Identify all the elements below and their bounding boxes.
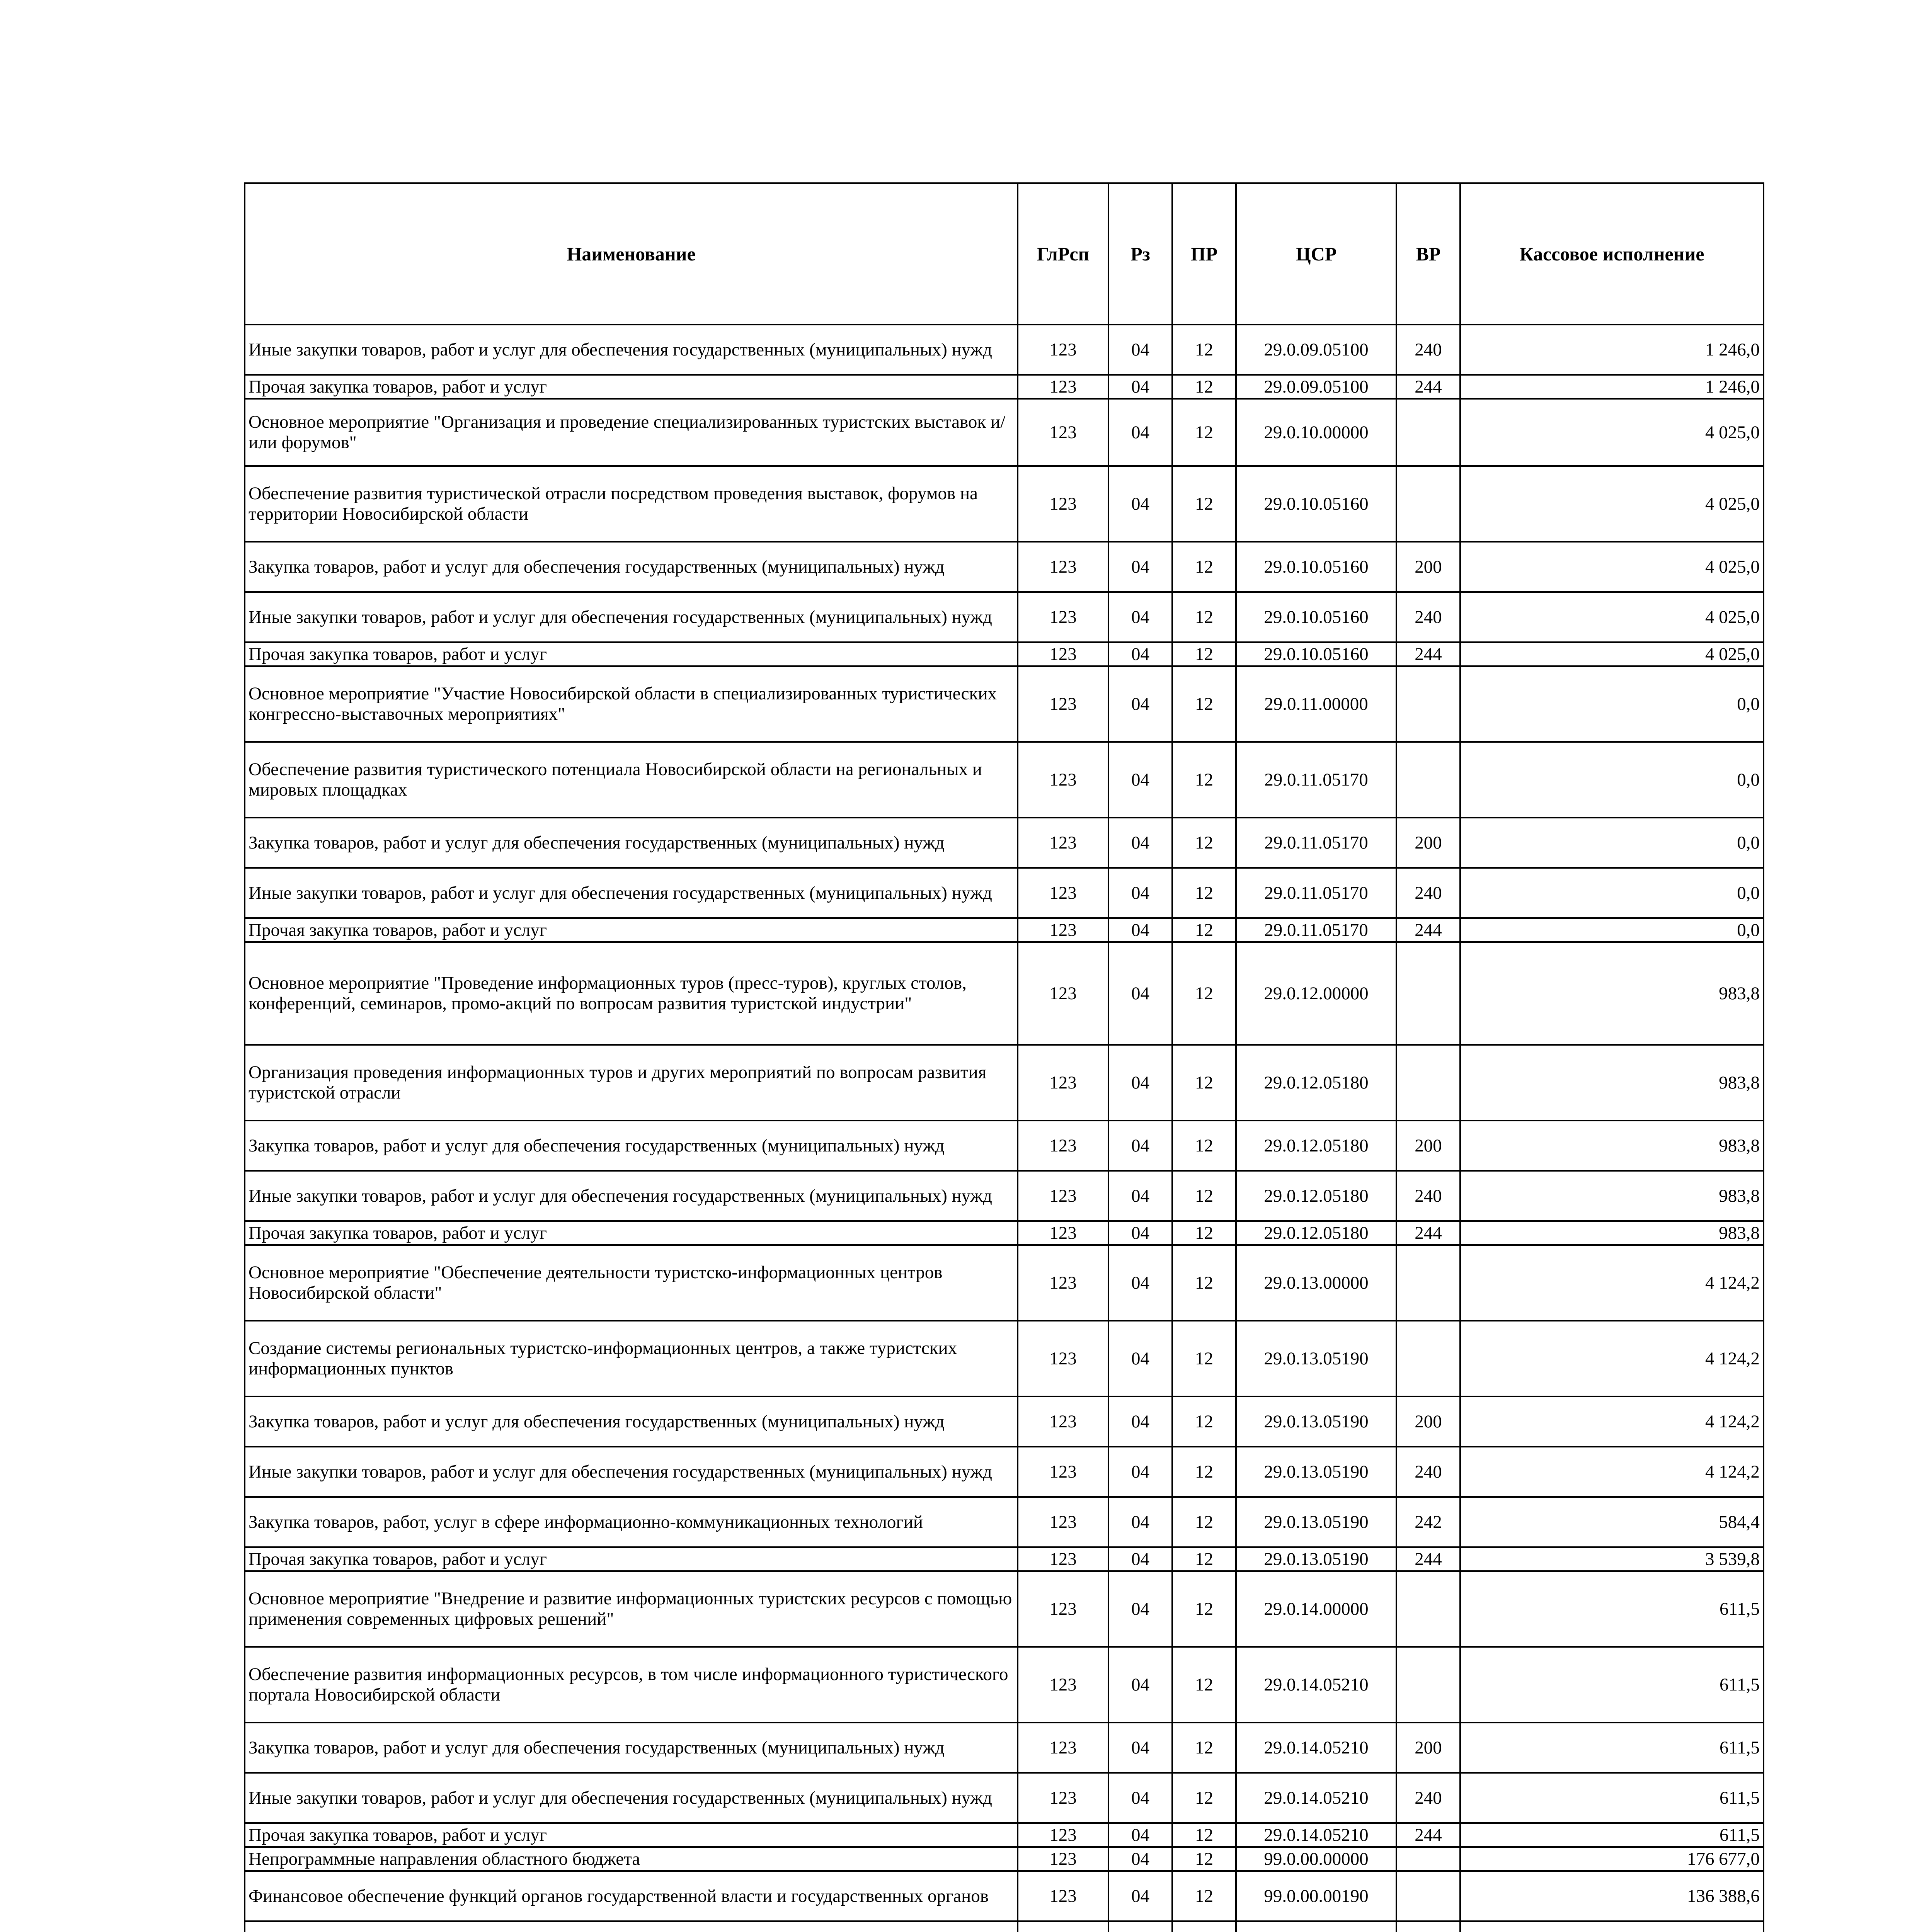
cell-name: Иные закупки товаров, работ и услуг для обеспечения государственных (муниципальных) нужд — [245, 1171, 1018, 1221]
header-rz: Рз — [1108, 183, 1172, 325]
table-row — [245, 1045, 1764, 1121]
cell-rz: 04 — [1108, 592, 1172, 642]
cell-csr: 29.0.10.05160 — [1236, 542, 1396, 592]
cell-glrsp: 123 — [1018, 1321, 1108, 1396]
cell-vr — [1396, 466, 1460, 542]
cell-amount: 1 246,0 — [1460, 325, 1764, 375]
cell-amount: 4 124,2 — [1460, 1447, 1764, 1497]
table-row — [245, 942, 1764, 1045]
cell-csr: 29.0.10.00000 — [1236, 399, 1396, 466]
cell-name: Основное мероприятие "Проведение информационных туров (пресс-туров), круглых столов, конференций, семинаров, промо-акций по вопросам развития туристской индустрии" — [245, 942, 1018, 1045]
table-row — [245, 818, 1764, 868]
table-row — [245, 1121, 1764, 1171]
cell-pr: 12 — [1172, 1396, 1236, 1447]
header-vr: ВР — [1396, 183, 1460, 325]
cell-glrsp: 123 — [1018, 542, 1108, 592]
cell-csr: 29.0.13.05190 — [1236, 1447, 1396, 1497]
cell-glrsp: 123 — [1018, 1723, 1108, 1773]
cell-glrsp: 123 — [1018, 868, 1108, 918]
cell-glrsp: 123 — [1018, 399, 1108, 466]
cell-name: Непрограммные направления областного бюджета — [245, 1847, 1018, 1871]
cell-vr: 200 — [1396, 818, 1460, 868]
cell-amount: 4 025,0 — [1460, 642, 1764, 666]
cell-pr: 12 — [1172, 1773, 1236, 1823]
cell-glrsp: 123 — [1018, 742, 1108, 818]
cell-name: Прочая закупка товаров, работ и услуг — [245, 1547, 1018, 1571]
table-row — [245, 375, 1764, 399]
cell-csr: 29.0.13.05190 — [1236, 1396, 1396, 1447]
cell-name: Организация проведения информационных туров и других мероприятий по вопросам развития туристской отрасли — [245, 1045, 1018, 1121]
cell-pr: 12 — [1172, 1871, 1236, 1921]
cell-pr: 12 — [1172, 542, 1236, 592]
cell-name: Прочая закупка товаров, работ и услуг — [245, 375, 1018, 399]
cell-amount — [1460, 1921, 1764, 1932]
cell-glrsp: 123 — [1018, 1045, 1108, 1121]
table-body — [245, 325, 1764, 1932]
cell-vr — [1396, 1321, 1460, 1396]
cell-rz: 04 — [1108, 1773, 1172, 1823]
cell-vr — [1396, 1245, 1460, 1321]
cell-csr: 29.0.11.05170 — [1236, 742, 1396, 818]
cell-csr: 29.0.14.05210 — [1236, 1723, 1396, 1773]
cell-amount: 611,5 — [1460, 1773, 1764, 1823]
table-row — [245, 918, 1764, 942]
cell-name: Закупка товаров, работ и услуг для обеспечения государственных (муниципальных) нужд — [245, 542, 1018, 592]
cell-pr: 12 — [1172, 399, 1236, 466]
table-row — [245, 1921, 1764, 1932]
header-amount: Кассовое исполнение — [1460, 183, 1764, 325]
cell-glrsp: 123 — [1018, 942, 1108, 1045]
cell-csr: 29.0.10.05160 — [1236, 642, 1396, 666]
cell-pr: 12 — [1172, 375, 1236, 399]
cell-pr: 12 — [1172, 1497, 1236, 1547]
cell-vr — [1396, 942, 1460, 1045]
table-row — [245, 325, 1764, 375]
cell-pr: 12 — [1172, 1245, 1236, 1321]
cell-pr: 12 — [1172, 1847, 1236, 1871]
header-row — [245, 183, 1764, 325]
cell-name: Иные закупки товаров, работ и услуг для обеспечения государственных (муниципальных) нужд — [245, 1773, 1018, 1823]
cell-glrsp: 123 — [1018, 1121, 1108, 1171]
cell-csr: 29.0.14.05210 — [1236, 1823, 1396, 1847]
cell-pr: 12 — [1172, 1321, 1236, 1396]
table-row — [245, 542, 1764, 592]
cell-rz: 04 — [1108, 818, 1172, 868]
cell-amount: 4 124,2 — [1460, 1245, 1764, 1321]
cell-csr: 29.0.09.05100 — [1236, 325, 1396, 375]
table-row — [245, 1221, 1764, 1245]
cell-name: Закупка товаров, работ, услуг в сфере информационно-коммуникационных технологий — [245, 1497, 1018, 1547]
cell-rz: 04 — [1108, 466, 1172, 542]
cell-rz: 04 — [1108, 1571, 1172, 1647]
cell-glrsp: 123 — [1018, 466, 1108, 542]
cell-glrsp: 123 — [1018, 1773, 1108, 1823]
cell-rz: 04 — [1108, 1871, 1172, 1921]
cell-vr — [1396, 1647, 1460, 1723]
table-row — [245, 1847, 1764, 1871]
cell-pr: 12 — [1172, 1171, 1236, 1221]
table-row — [245, 1321, 1764, 1396]
table-row — [245, 666, 1764, 742]
cell-glrsp: 123 — [1018, 1497, 1108, 1547]
cell-name: Основное мероприятие "Внедрение и развитие информационных туристских ресурсов с помощью применения современных цифровых решений" — [245, 1571, 1018, 1647]
cell-glrsp: 123 — [1018, 642, 1108, 666]
cell-vr: 240 — [1396, 1171, 1460, 1221]
cell-rz: 04 — [1108, 918, 1172, 942]
table-row — [245, 1871, 1764, 1921]
table-row — [245, 466, 1764, 542]
cell-csr: 29.0.12.05180 — [1236, 1121, 1396, 1171]
cell-glrsp: 123 — [1018, 1547, 1108, 1571]
cell-name — [245, 1921, 1018, 1932]
cell-rz: 04 — [1108, 1647, 1172, 1723]
cell-csr: 29.0.12.00000 — [1236, 942, 1396, 1045]
table-row — [245, 1773, 1764, 1823]
cell-amount: 983,8 — [1460, 1121, 1764, 1171]
cell-amount: 983,8 — [1460, 1045, 1764, 1121]
table-row — [245, 1245, 1764, 1321]
cell-csr: 29.0.14.05210 — [1236, 1773, 1396, 1823]
cell-glrsp: 123 — [1018, 818, 1108, 868]
cell-vr: 242 — [1396, 1497, 1460, 1547]
cell-name: Обеспечение развития туристического потенциала Новосибирской области на региональных и мировых площадках — [245, 742, 1018, 818]
cell-csr: 29.0.11.05170 — [1236, 868, 1396, 918]
cell-name: Основное мероприятие "Участие Новосибирской области в специализированных туристических конгрессно-выставочных мероприятиях" — [245, 666, 1018, 742]
cell-vr — [1396, 1871, 1460, 1921]
cell-vr: 244 — [1396, 1221, 1460, 1245]
cell-name: Основное мероприятие "Организация и проведение специализированных туристских выставок и/или форумов" — [245, 399, 1018, 466]
cell-csr: 29.0.14.05210 — [1236, 1647, 1396, 1723]
table-row — [245, 642, 1764, 666]
table-row — [245, 868, 1764, 918]
table-row — [245, 1171, 1764, 1221]
cell-glrsp: 123 — [1018, 1847, 1108, 1871]
cell-pr: 12 — [1172, 325, 1236, 375]
cell-csr: 29.0.11.05170 — [1236, 818, 1396, 868]
cell-name: Создание системы региональных туристско-информационных центров, а также туристских информационных пунктов — [245, 1321, 1018, 1396]
cell-amount: 0,0 — [1460, 666, 1764, 742]
cell-pr: 12 — [1172, 666, 1236, 742]
cell-name: Иные закупки товаров, работ и услуг для обеспечения государственных (муниципальных) нужд — [245, 592, 1018, 642]
cell-name: Закупка товаров, работ и услуг для обеспечения государственных (муниципальных) нужд — [245, 1121, 1018, 1171]
cell-glrsp: 123 — [1018, 1871, 1108, 1921]
cell-pr: 12 — [1172, 742, 1236, 818]
table-row — [245, 1396, 1764, 1447]
table-row — [245, 742, 1764, 818]
cell-amount: 4 025,0 — [1460, 592, 1764, 642]
header-csr: ЦСР — [1236, 183, 1396, 325]
cell-vr: 244 — [1396, 1823, 1460, 1847]
cell-glrsp: 123 — [1018, 592, 1108, 642]
cell-csr: 29.0.12.05180 — [1236, 1171, 1396, 1221]
cell-pr: 12 — [1172, 592, 1236, 642]
cell-amount: 983,8 — [1460, 1171, 1764, 1221]
cell-vr: 244 — [1396, 918, 1460, 942]
cell-vr: 240 — [1396, 868, 1460, 918]
cell-amount: 176 677,0 — [1460, 1847, 1764, 1871]
cell-amount: 4 025,0 — [1460, 399, 1764, 466]
cell-vr — [1396, 666, 1460, 742]
cell-pr: 12 — [1172, 1571, 1236, 1647]
cell-rz — [1108, 1921, 1172, 1932]
cell-pr: 12 — [1172, 818, 1236, 868]
cell-rz: 04 — [1108, 1045, 1172, 1121]
cell-vr: 244 — [1396, 375, 1460, 399]
cell-csr: 29.0.10.05160 — [1236, 466, 1396, 542]
cell-vr — [1396, 742, 1460, 818]
cell-rz: 04 — [1108, 868, 1172, 918]
cell-pr: 12 — [1172, 918, 1236, 942]
cell-pr — [1172, 1921, 1236, 1932]
cell-pr: 12 — [1172, 1447, 1236, 1497]
cell-name: Иные закупки товаров, работ и услуг для обеспечения государственных (муниципальных) нужд — [245, 868, 1018, 918]
cell-csr: 29.0.12.05180 — [1236, 1221, 1396, 1245]
cell-name: Прочая закупка товаров, работ и услуг — [245, 642, 1018, 666]
cell-glrsp: 123 — [1018, 325, 1108, 375]
cell-name: Обеспечение развития туристической отрасли посредством проведения выставок, форумов на территории Новосибирской области — [245, 466, 1018, 542]
cell-pr: 12 — [1172, 1647, 1236, 1723]
cell-name: Обеспечение развития информационных ресурсов, в том числе информационного туристического портала Новосибирской области — [245, 1647, 1018, 1723]
cell-amount: 983,8 — [1460, 1221, 1764, 1245]
cell-amount: 611,5 — [1460, 1647, 1764, 1723]
header-name: Наименование — [245, 183, 1018, 325]
cell-vr: 240 — [1396, 592, 1460, 642]
cell-csr: 29.0.13.00000 — [1236, 1245, 1396, 1321]
cell-amount: 4 124,2 — [1460, 1396, 1764, 1447]
cell-rz: 04 — [1108, 1497, 1172, 1547]
cell-name: Закупка товаров, работ и услуг для обеспечения государственных (муниципальных) нужд — [245, 1723, 1018, 1773]
cell-glrsp: 123 — [1018, 666, 1108, 742]
cell-glrsp: 123 — [1018, 1221, 1108, 1245]
cell-vr: 240 — [1396, 1773, 1460, 1823]
cell-csr: 29.0.14.00000 — [1236, 1571, 1396, 1647]
table-row — [245, 592, 1764, 642]
cell-csr: 29.0.13.05190 — [1236, 1497, 1396, 1547]
cell-rz: 04 — [1108, 666, 1172, 742]
cell-glrsp — [1018, 1921, 1108, 1932]
cell-glrsp: 123 — [1018, 1171, 1108, 1221]
cell-vr: 200 — [1396, 1121, 1460, 1171]
budget-table — [244, 182, 1764, 1932]
cell-name: Прочая закупка товаров, работ и услуг — [245, 1221, 1018, 1245]
cell-vr: 240 — [1396, 325, 1460, 375]
cell-name: Финансовое обеспечение функций органов государственной власти и государственных органов — [245, 1871, 1018, 1921]
cell-csr: 29.0.11.05170 — [1236, 918, 1396, 942]
cell-rz: 04 — [1108, 1396, 1172, 1447]
cell-pr: 12 — [1172, 1121, 1236, 1171]
cell-glrsp: 123 — [1018, 375, 1108, 399]
cell-pr: 12 — [1172, 1723, 1236, 1773]
cell-vr — [1396, 1847, 1460, 1871]
cell-vr: 200 — [1396, 542, 1460, 592]
cell-name: Иные закупки товаров, работ и услуг для обеспечения государственных (муниципальных) нужд — [245, 1447, 1018, 1497]
cell-csr: 29.0.10.05160 — [1236, 592, 1396, 642]
cell-vr: 200 — [1396, 1396, 1460, 1447]
cell-name: Закупка товаров, работ и услуг для обеспечения государственных (муниципальных) нужд — [245, 1396, 1018, 1447]
cell-pr: 12 — [1172, 466, 1236, 542]
table-row — [245, 1647, 1764, 1723]
cell-pr: 12 — [1172, 1045, 1236, 1121]
cell-csr: 99.0.00.00000 — [1236, 1847, 1396, 1871]
cell-rz: 04 — [1108, 1823, 1172, 1847]
cell-glrsp: 123 — [1018, 1396, 1108, 1447]
cell-glrsp: 123 — [1018, 1823, 1108, 1847]
table-row — [245, 1823, 1764, 1847]
cell-pr: 12 — [1172, 868, 1236, 918]
cell-amount: 4 124,2 — [1460, 1321, 1764, 1396]
cell-rz: 04 — [1108, 1221, 1172, 1245]
cell-amount: 136 388,6 — [1460, 1871, 1764, 1921]
cell-vr: 244 — [1396, 642, 1460, 666]
cell-vr — [1396, 399, 1460, 466]
cell-amount: 611,5 — [1460, 1571, 1764, 1647]
cell-rz: 04 — [1108, 1447, 1172, 1497]
table-row — [245, 1547, 1764, 1571]
cell-pr: 12 — [1172, 1823, 1236, 1847]
cell-csr: 29.0.13.05190 — [1236, 1547, 1396, 1571]
table-row — [245, 1497, 1764, 1547]
table-row — [245, 399, 1764, 466]
cell-amount: 0,0 — [1460, 918, 1764, 942]
cell-glrsp: 123 — [1018, 918, 1108, 942]
cell-rz: 04 — [1108, 1847, 1172, 1871]
cell-csr: 99.0.00.00190 — [1236, 1871, 1396, 1921]
cell-amount: 983,8 — [1460, 942, 1764, 1045]
cell-amount: 0,0 — [1460, 742, 1764, 818]
cell-glrsp: 123 — [1018, 1647, 1108, 1723]
cell-name: Основное мероприятие "Обеспечение деятельности туристско-информационных центров Новосибирской области" — [245, 1245, 1018, 1321]
cell-name: Закупка товаров, работ и услуг для обеспечения государственных (муниципальных) нужд — [245, 818, 1018, 868]
cell-name: Иные закупки товаров, работ и услуг для обеспечения государственных (муниципальных) нужд — [245, 325, 1018, 375]
cell-rz: 04 — [1108, 1121, 1172, 1171]
cell-rz: 04 — [1108, 399, 1172, 466]
header-pr: ПР — [1172, 183, 1236, 325]
cell-csr: 29.0.09.05100 — [1236, 375, 1396, 399]
cell-name: Прочая закупка товаров, работ и услуг — [245, 1823, 1018, 1847]
cell-amount: 611,5 — [1460, 1723, 1764, 1773]
cell-csr: 29.0.12.05180 — [1236, 1045, 1396, 1121]
cell-vr — [1396, 1045, 1460, 1121]
cell-pr: 12 — [1172, 942, 1236, 1045]
cell-rz: 04 — [1108, 1321, 1172, 1396]
cell-name: Прочая закупка товаров, работ и услуг — [245, 918, 1018, 942]
cell-amount: 0,0 — [1460, 868, 1764, 918]
cell-amount: 611,5 — [1460, 1823, 1764, 1847]
cell-csr: 29.0.11.00000 — [1236, 666, 1396, 742]
cell-vr: 244 — [1396, 1547, 1460, 1571]
cell-rz: 04 — [1108, 742, 1172, 818]
cell-pr: 12 — [1172, 1547, 1236, 1571]
cell-amount: 584,4 — [1460, 1497, 1764, 1547]
table-row — [245, 1571, 1764, 1647]
cell-rz: 04 — [1108, 1723, 1172, 1773]
cell-rz: 04 — [1108, 375, 1172, 399]
cell-vr: 200 — [1396, 1723, 1460, 1773]
cell-glrsp: 123 — [1018, 1447, 1108, 1497]
cell-rz: 04 — [1108, 325, 1172, 375]
cell-amount: 3 539,8 — [1460, 1547, 1764, 1571]
cell-rz: 04 — [1108, 1245, 1172, 1321]
cell-rz: 04 — [1108, 542, 1172, 592]
cell-rz: 04 — [1108, 1547, 1172, 1571]
table-row — [245, 1723, 1764, 1773]
table-row — [245, 1447, 1764, 1497]
cell-vr — [1396, 1571, 1460, 1647]
cell-glrsp: 123 — [1018, 1245, 1108, 1321]
cell-vr: 240 — [1396, 1447, 1460, 1497]
cell-amount: 0,0 — [1460, 818, 1764, 868]
cell-pr: 12 — [1172, 642, 1236, 666]
cell-glrsp: 123 — [1018, 1571, 1108, 1647]
cell-csr: 29.0.13.05190 — [1236, 1321, 1396, 1396]
cell-rz: 04 — [1108, 942, 1172, 1045]
cell-rz: 04 — [1108, 642, 1172, 666]
cell-csr — [1236, 1921, 1396, 1932]
cell-amount: 4 025,0 — [1460, 466, 1764, 542]
cell-amount: 1 246,0 — [1460, 375, 1764, 399]
cell-rz: 04 — [1108, 1171, 1172, 1221]
cell-vr — [1396, 1921, 1460, 1932]
header-glrsp: ГлРсп — [1018, 183, 1108, 325]
cell-amount: 4 025,0 — [1460, 542, 1764, 592]
cell-pr: 12 — [1172, 1221, 1236, 1245]
